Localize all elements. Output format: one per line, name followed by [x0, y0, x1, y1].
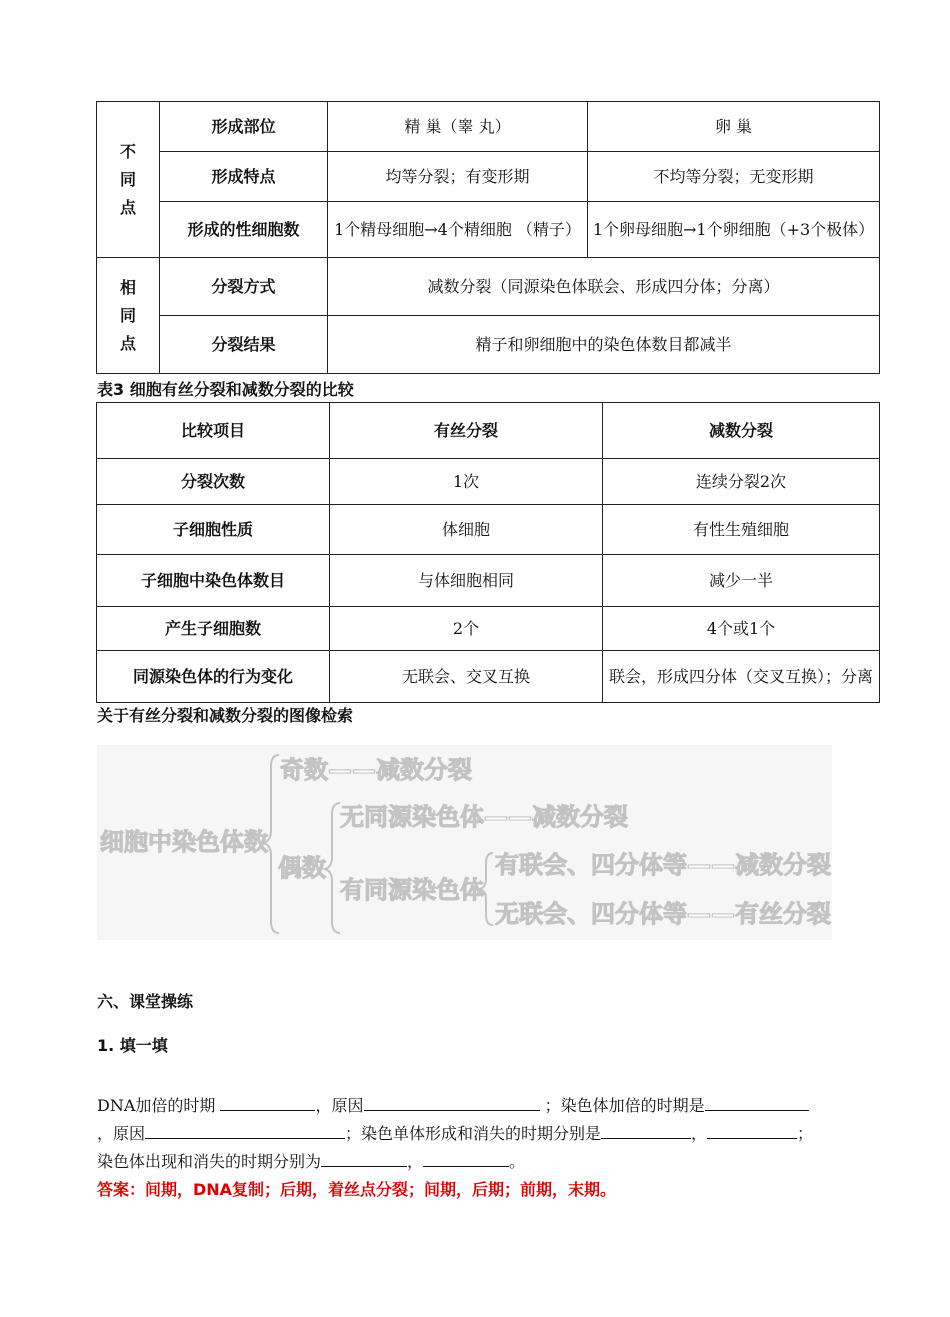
egg-cell: 1个卵母细胞→1个卵细胞（+3个极体） [588, 202, 880, 258]
shared-cell: 精子和卵细胞中的染色体数目都减半 [328, 316, 880, 374]
table-row [97, 459, 880, 505]
row-item: 形成的性细胞数 [160, 202, 328, 258]
image-section-title: 关于有丝分裂和减数分裂的图像检索 [97, 706, 354, 725]
blank-dna-reason[interactable] [364, 1092, 540, 1111]
blank-chromatid-form[interactable] [601, 1120, 691, 1139]
fill-line-2: ，原因 ；染色单体形成和消失的时期分别是 ， ； [97, 1120, 867, 1148]
row-item: 子细胞性质 [97, 505, 330, 555]
row-item: 分裂方式 [160, 258, 328, 316]
row-item: 分裂结果 [160, 316, 328, 374]
column-header: 减数分裂 [603, 403, 880, 459]
answer-line: 答案：间期，DNA复制；后期，着丝点分裂；间期，后期；前期，末期。 [97, 1180, 617, 1199]
row-item: 子细胞中染色体数目 [97, 555, 330, 607]
blank-chromosome-period[interactable] [705, 1092, 809, 1111]
section6-title: 六、课堂操练 [97, 992, 194, 1011]
diagram-odd: 奇数——减数分裂 [280, 756, 472, 784]
mitosis-cell: 2个 [330, 607, 603, 651]
mitosis-cell: 无联会、交叉互换 [330, 651, 603, 703]
table-row [97, 607, 880, 651]
mitosis-meiosis-table [96, 402, 880, 703]
row-item: 形成特点 [160, 152, 328, 202]
table-row [97, 152, 880, 202]
shared-cell: 减数分裂（同源染色体联会、形成四分体；分离） [328, 258, 880, 316]
brace-root [263, 755, 279, 933]
blank-dna-period[interactable] [220, 1092, 315, 1111]
sperm-cell: 1个精母细胞→4个精细胞 （精子） [328, 202, 588, 258]
blank-chromatid-vanish[interactable] [707, 1120, 797, 1139]
fill-line-1: DNA加倍的时期 ，原因 ；染色体加倍的时期是 [97, 1092, 867, 1120]
sperm-cell: 精 巢（睾 丸） [328, 102, 588, 152]
sperm-cell: 均等分裂；有变形期 [328, 152, 588, 202]
row-item: 形成部位 [160, 102, 328, 152]
blank-chromosome-appear[interactable] [321, 1148, 407, 1167]
diagram-synapsis: 有联会、四分体等——减数分裂 [495, 851, 831, 879]
chromosome-classification-diagram [97, 745, 832, 940]
diagram-root: 细胞中染色体数 [100, 828, 268, 856]
diagram-has-homolog: 有同源染色体 [340, 876, 484, 904]
diagram-even: 偶数 [278, 854, 326, 882]
blank-chromosome-disappear[interactable] [423, 1148, 509, 1167]
q1-title: 1. 填一填 [97, 1036, 168, 1055]
table-row [97, 555, 880, 607]
formation-comparison-table [96, 101, 880, 374]
row-item: 产生子细胞数 [97, 607, 330, 651]
table-row [97, 316, 880, 374]
meiosis-cell: 减少一半 [603, 555, 880, 607]
blank-chromosome-reason[interactable] [145, 1120, 345, 1139]
table-row [97, 505, 880, 555]
table-row [97, 258, 880, 316]
column-header: 有丝分裂 [330, 403, 603, 459]
meiosis-cell: 有性生殖细胞 [603, 505, 880, 555]
diagram-no-homolog: 无同源染色体——减数分裂 [340, 803, 628, 831]
table-row [97, 102, 880, 152]
brace-even [325, 803, 340, 933]
table-header-row [97, 403, 880, 459]
same-group-label: 相 同 点 [97, 258, 160, 374]
row-item: 同源染色体的行为变化 [97, 651, 330, 703]
fill-line-3: 染色体出现和消失的时期分别为 ， 。 [97, 1148, 867, 1176]
mitosis-cell: 体细胞 [330, 505, 603, 555]
egg-cell: 卵 巢 [588, 102, 880, 152]
meiosis-cell: 连续分裂2次 [603, 459, 880, 505]
diagram-no-synapsis: 无联会、四分体等——有丝分裂 [495, 900, 831, 928]
brace-homolog [480, 853, 493, 925]
mitosis-cell: 1次 [330, 459, 603, 505]
row-item: 分裂次数 [97, 459, 330, 505]
meiosis-cell: 4个或1个 [603, 607, 880, 651]
table3-caption: 表3 细胞有丝分裂和减数分裂的比较 [97, 380, 354, 399]
meiosis-cell: 联会，形成四分体（交叉互换）；分离 [603, 651, 880, 703]
egg-cell: 不均等分裂；无变形期 [588, 152, 880, 202]
fill-exercise [97, 1092, 867, 1204]
mitosis-cell: 与体细胞相同 [330, 555, 603, 607]
table-row [97, 651, 880, 703]
column-header: 比较项目 [97, 403, 330, 459]
table-row [97, 202, 880, 258]
diff-group-label: 不 同 点 [97, 102, 160, 258]
